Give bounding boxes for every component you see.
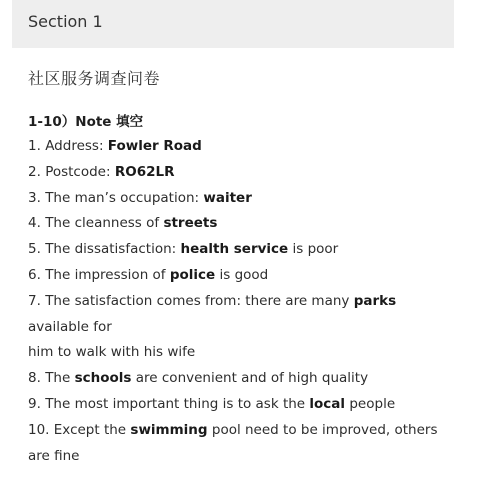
list-item [28,186,468,212]
item-answer: waiter [203,189,252,206]
item-answer: swimming [130,421,208,438]
item-answer: RO62LR [114,163,175,180]
section-header [12,0,454,48]
item-answer: local [309,395,346,412]
item-text: The cleanness of [45,215,160,232]
item-number: 5. [28,241,41,258]
list-item [28,366,468,392]
list-item [28,160,468,186]
item-number: 2. [28,163,41,180]
item-text: Postcode: [45,163,111,180]
item-answer: police [169,266,216,283]
list-item [28,263,468,289]
item-text: Except the [53,421,127,438]
item-text: The [45,370,71,387]
item-number: 1. [28,138,41,154]
item-answer: Fowler Road [107,138,202,154]
list-item [28,211,468,237]
item-text-after: is poor [292,241,339,258]
item-text-after: pool need to be improved, others [211,421,438,438]
item-answer: streets [163,215,218,232]
item-number: 7. [28,292,41,309]
item-answer: health service [180,241,289,258]
item-answer: parks [353,292,397,309]
item-text: The impression of [45,266,166,283]
item-text-after: people [349,395,396,412]
list-item [28,289,468,315]
list-item-continuation: available for [28,318,112,335]
item-number: 6. [28,266,41,283]
item-text: The dissatisfaction: [45,241,177,258]
list-item [28,237,468,263]
item-number: 9. [28,395,41,412]
list-heading: 1-10）Note 填空 [28,114,144,130]
item-text-after: is good [219,266,269,283]
item-text: Address: [45,138,104,154]
item-number: 8. [28,370,41,387]
section-label: Section 1 [28,12,103,31]
list-item-continuation: are fine [28,447,80,464]
document-title: 社区服务调查问卷 [28,69,161,88]
list-item [28,134,468,160]
list-item [28,392,468,418]
note-list [28,134,468,469]
item-number: 4. [28,215,41,232]
item-text: The most important thing is to ask the [45,395,306,412]
list-item [28,418,468,444]
item-text-after: are convenient and of high quality [135,370,369,387]
item-answer: schools [74,370,132,387]
item-text: The man’s occupation: [45,189,200,206]
list-item-continuation: him to walk with his wife [28,344,196,361]
item-number: 3. [28,189,41,206]
item-text: The satisfaction comes from: there are many [45,292,350,309]
item-number: 10. [28,421,50,438]
